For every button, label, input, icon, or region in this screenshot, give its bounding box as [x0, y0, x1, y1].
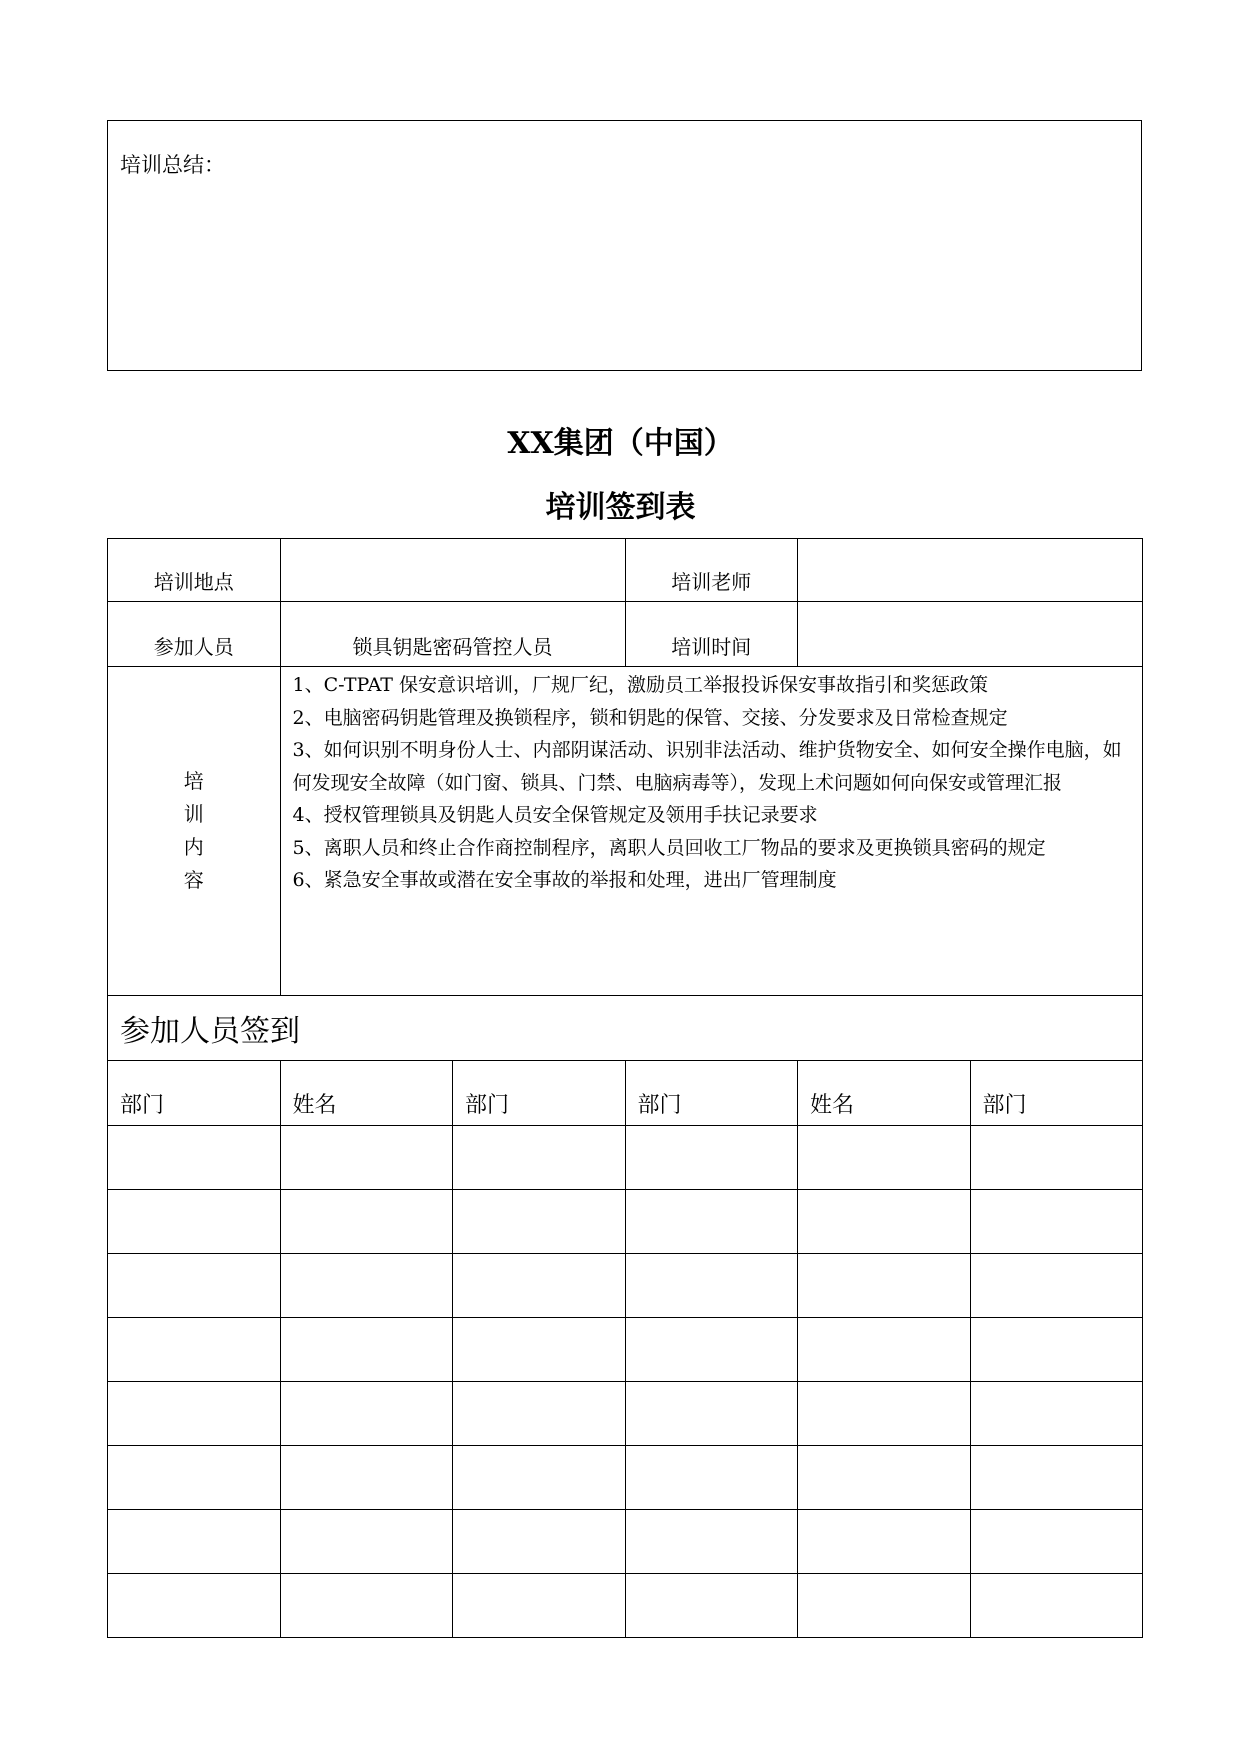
- signin-row: [108, 1510, 1143, 1574]
- signin-cell[interactable]: [453, 1446, 626, 1510]
- signin-cell[interactable]: [280, 1510, 453, 1574]
- content-item: 1、C-TPAT 保安意识培训，厂规厂纪，激励员工举报投诉保安事故指引和奖惩政策: [292, 674, 988, 696]
- signin-cell[interactable]: [970, 1574, 1143, 1638]
- signin-rows: [108, 1126, 1143, 1638]
- signin-cell[interactable]: [798, 1510, 971, 1574]
- teacher-field[interactable]: [798, 539, 1143, 602]
- signin-cell[interactable]: [108, 1126, 281, 1190]
- signin-row: [108, 1126, 1143, 1190]
- company-title: XX集团（中国）: [507, 426, 734, 461]
- content-item: 2、电脑密码钥匙管理及换锁程序，锁和钥匙的保管、交接、分发要求及日常检查规定: [292, 706, 1008, 729]
- signin-cell[interactable]: [108, 1574, 281, 1638]
- signin-cell[interactable]: [625, 1254, 798, 1318]
- content-item: 4、授权管理锁具及钥匙人员安全保管规定及领用手扶记录要求: [292, 804, 818, 826]
- signin-cell[interactable]: [280, 1574, 453, 1638]
- content-item: 6、紧急安全事故或潜在安全事故的举报和处理，进出厂管理制度: [292, 869, 837, 891]
- content-label: [108, 667, 281, 996]
- signin-cell[interactable]: [625, 1126, 798, 1190]
- signin-cell[interactable]: [798, 1574, 971, 1638]
- signin-cell[interactable]: [970, 1446, 1143, 1510]
- participants-label: 参加人员: [108, 602, 281, 667]
- signin-cell[interactable]: [798, 1190, 971, 1254]
- signin-cell[interactable]: [970, 1382, 1143, 1446]
- signin-cell[interactable]: [798, 1318, 971, 1382]
- signin-cell[interactable]: [280, 1190, 453, 1254]
- content-label-char: 容: [183, 868, 204, 892]
- signin-cell[interactable]: [453, 1318, 626, 1382]
- content-label-char: 内: [183, 835, 204, 859]
- signin-cell[interactable]: [625, 1574, 798, 1638]
- content-label-char: 培: [183, 769, 204, 793]
- signin-row: [108, 1446, 1143, 1510]
- signin-cell[interactable]: [625, 1318, 798, 1382]
- signin-cell[interactable]: [280, 1382, 453, 1446]
- participants-field[interactable]: 锁具钥匙密码管控人员: [280, 602, 625, 667]
- column-header: 部门: [108, 1061, 281, 1126]
- signin-cell[interactable]: [453, 1510, 626, 1574]
- signin-row: [108, 1382, 1143, 1446]
- signin-cell[interactable]: [108, 1382, 281, 1446]
- content-item: 5、离职人员和终止合作商控制程序，离职人员回收工厂物品的要求及更换锁具密码的规定: [292, 836, 1046, 859]
- content-list: [280, 667, 1143, 996]
- column-header: 姓名: [798, 1061, 971, 1126]
- signin-cell[interactable]: [280, 1318, 453, 1382]
- signin-section-title: 参加人员签到: [108, 996, 1143, 1061]
- training-summary-box[interactable]: [107, 120, 1142, 371]
- signin-cell[interactable]: [970, 1190, 1143, 1254]
- signin-cell[interactable]: [108, 1510, 281, 1574]
- signin-cell[interactable]: [798, 1382, 971, 1446]
- signin-cell[interactable]: [453, 1382, 626, 1446]
- signin-row: [108, 1574, 1143, 1638]
- signin-cell[interactable]: [453, 1190, 626, 1254]
- form-title: 培训签到表: [545, 490, 696, 525]
- signin-row: [108, 1190, 1143, 1254]
- column-header: 部门: [625, 1061, 798, 1126]
- signin-cell[interactable]: [970, 1318, 1143, 1382]
- time-field[interactable]: [798, 602, 1143, 667]
- location-field[interactable]: [280, 539, 625, 602]
- signin-header-row: [108, 1061, 1143, 1126]
- time-label: 培训时间: [625, 602, 798, 667]
- signin-row: [108, 1254, 1143, 1318]
- signin-cell[interactable]: [108, 1318, 281, 1382]
- training-summary-label: 培训总结：: [120, 153, 225, 177]
- signin-cell[interactable]: [970, 1126, 1143, 1190]
- content-label-char: 训: [183, 802, 204, 826]
- location-label: 培训地点: [108, 539, 281, 602]
- signin-cell[interactable]: [970, 1510, 1143, 1574]
- signin-cell[interactable]: [453, 1254, 626, 1318]
- signin-cell[interactable]: [280, 1254, 453, 1318]
- teacher-label: 培训老师: [625, 539, 798, 602]
- signin-cell[interactable]: [625, 1510, 798, 1574]
- signin-cell[interactable]: [453, 1574, 626, 1638]
- signin-cell[interactable]: [798, 1254, 971, 1318]
- column-header: 部门: [453, 1061, 626, 1126]
- column-header: 姓名: [280, 1061, 453, 1126]
- content-item: 3、如何识别不明身份人士、内部阴谋活动、识别非法活动、维护货物安全、如何安全操作电脑，如何发现安全故障（如门窗、锁具、门禁、电脑病毒等），发现上术问题如何向保安或管理汇报: [292, 739, 1122, 794]
- signin-cell[interactable]: [970, 1254, 1143, 1318]
- signin-cell[interactable]: [108, 1254, 281, 1318]
- signin-cell[interactable]: [453, 1126, 626, 1190]
- signin-cell[interactable]: [280, 1446, 453, 1510]
- signin-cell[interactable]: [798, 1126, 971, 1190]
- signin-cell[interactable]: [625, 1446, 798, 1510]
- signin-cell[interactable]: [280, 1126, 453, 1190]
- signin-cell[interactable]: [108, 1446, 281, 1510]
- signin-row: [108, 1318, 1143, 1382]
- signin-cell[interactable]: [625, 1190, 798, 1254]
- signin-cell[interactable]: [108, 1190, 281, 1254]
- signin-cell[interactable]: [798, 1446, 971, 1510]
- signin-cell[interactable]: [625, 1382, 798, 1446]
- column-header: 部门: [970, 1061, 1143, 1126]
- signin-form-table: [107, 538, 1143, 1638]
